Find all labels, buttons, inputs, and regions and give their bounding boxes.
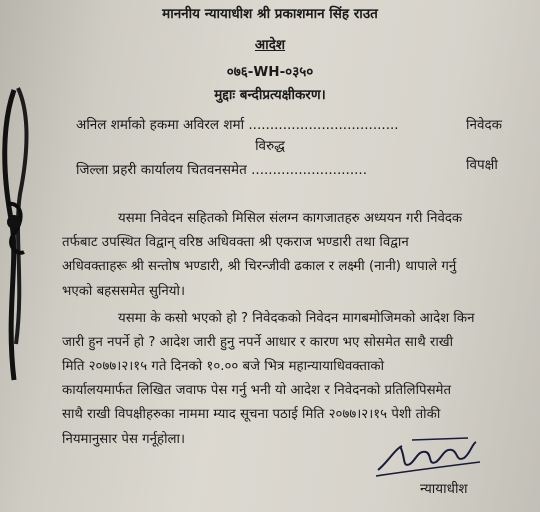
petitioner-line: अनिल शर्माको हकमा अविरल शर्मा ................................... [76, 117, 399, 133]
paragraph-line: यसमा निवेदन सहितको मिसिल संलग्न कागजातहरु अध्ययन गरी निवेदक [118, 211, 463, 226]
paragraph-line: साथै राखी विपक्षीहरुका नाममा म्याद सूचना पठाई मिति २०७७।२।१५ पेशी तोकी [62, 407, 441, 422]
respondent-role: विपक्षी [466, 157, 498, 173]
paragraph-line: भएको बहससमेत सुनियो। [62, 284, 185, 299]
respondent-line: जिल्ला प्रहरी कार्यालय चितवनसमेत ........................... [76, 162, 367, 178]
paragraph-line: अधिवक्ताहरू श्री सन्तोष भण्डारी, श्री चिरन्जीवी ढकाल र लक्ष्मी (नानी) थापाले गर्नु [62, 259, 457, 274]
judge-name: माननीय न्यायाधीश श्री प्रकाशमान सिंह राउत [162, 6, 378, 22]
petitioner-role: निवेदक [466, 117, 503, 133]
case-subject: मुद्दाः बन्दीप्रत्यक्षीकरण। [214, 87, 326, 103]
paragraph-line: यसमा के कसो भएको हो ? निवेदकको निवेदन मागबमोजिमको आदेश किन [118, 311, 475, 326]
order-title: आदेश [254, 37, 286, 53]
paragraph-line: नियमानुसार पेस गर्नूहोला। [62, 432, 186, 447]
handwritten-signature [372, 432, 484, 482]
paragraph-line: जारी हुन नपर्ने हो ? आदेश जारी हुनु नपर्ने आधार र कारण भए सोसमेत साथै राखी [62, 335, 454, 350]
versus-label: विरुद्ध [255, 138, 285, 154]
case-number: ०७६-WH-०३५० [226, 64, 314, 80]
binding-string-icon [0, 84, 36, 384]
paragraph-line: तर्फबाट उपस्थित विद्वान् वरिष्ठ अधिवक्ता श्री एकराज भण्डारी तथा विद्वान [62, 235, 409, 250]
paragraph-line: मिति २०७७।२।१५ गते दिनको १०.०० बजे भित्र महान्यायाधिवक्ताको [62, 359, 385, 374]
signature-title: न्यायाधीश [420, 481, 468, 497]
paragraph-line: कार्यालयमार्फत लिखित जवाफ पेस गर्नु भनी यो आदेश र निवेदनको प्रतिलिपिसमेत [62, 383, 452, 398]
